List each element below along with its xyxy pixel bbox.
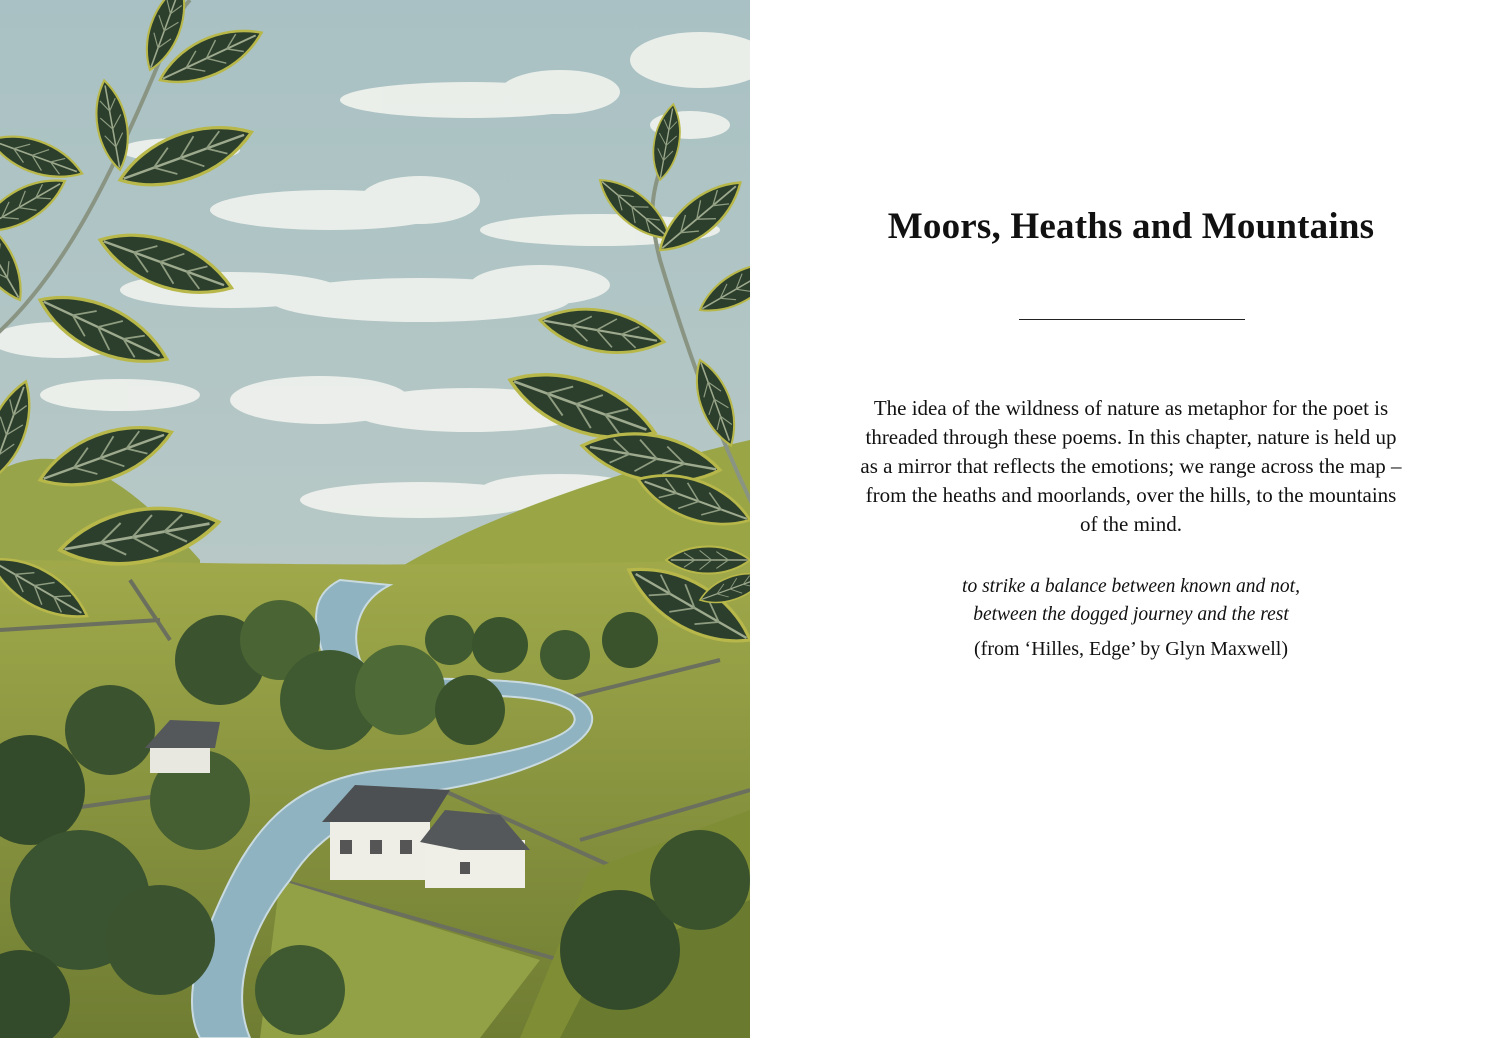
epigraph: [880, 573, 1382, 629]
epigraph-line: between the dogged journey and the rest: [973, 604, 1289, 625]
chapter-introduction: The idea of the wildness of nature as metaphor for the poet is threaded through these poems. In this chapter, nature is held up as a mirror that reflects the emotions; we range across the map – from the heaths and moorlands, over the hills, to the mountains of the mind.: [860, 396, 1402, 536]
title-divider: [1019, 319, 1245, 320]
epigraph-attribution: (from ‘Hilles, Edge’ by Glyn Maxwell): [974, 638, 1288, 660]
text-page: [750, 0, 1500, 1038]
chapter-title: Moors, Heaths and Mountains: [887, 206, 1375, 247]
epigraph-line: to strike a balance between known and not,: [962, 576, 1300, 597]
